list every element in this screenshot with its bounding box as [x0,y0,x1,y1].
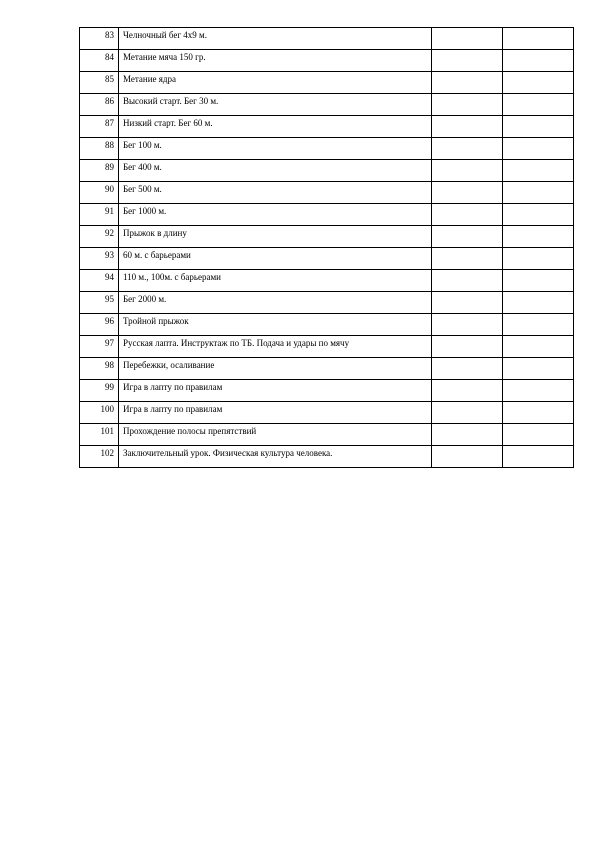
lesson-topic: Заключительный урок. Физическая культура человека. [119,446,432,468]
planned-date-cell [432,380,503,402]
lesson-topic: Прохождение полосы препятствий [119,424,432,446]
actual-date-cell [503,270,574,292]
lesson-number: 86 [80,94,119,116]
actual-date-cell [503,116,574,138]
table-row [80,28,574,50]
lesson-number: 98 [80,358,119,380]
planned-date-cell [432,160,503,182]
lesson-number: 91 [80,204,119,226]
planned-date-cell [432,424,503,446]
lesson-number: 84 [80,50,119,72]
lesson-topic: Бег 2000 м. [119,292,432,314]
actual-date-cell [503,314,574,336]
lesson-number: 99 [80,380,119,402]
lesson-number: 85 [80,72,119,94]
lesson-number: 87 [80,116,119,138]
table-row [80,226,574,248]
lesson-topic: Игра в лапту по правилам [119,402,432,424]
lesson-topic: Русская лапта. Инструктаж по ТБ. Подача и удары по мячу [119,336,432,358]
actual-date-cell [503,358,574,380]
table-row [80,446,574,468]
actual-date-cell [503,160,574,182]
lesson-number: 100 [80,402,119,424]
planned-date-cell [432,358,503,380]
actual-date-cell [503,72,574,94]
planned-date-cell [432,182,503,204]
actual-date-cell [503,182,574,204]
table-row [80,94,574,116]
table-row [80,160,574,182]
table-row [80,358,574,380]
lesson-topic: 60 м. с барьерами [119,248,432,270]
table-row [80,270,574,292]
table-row [80,204,574,226]
lesson-topic: Тройной прыжок [119,314,432,336]
lesson-number: 94 [80,270,119,292]
lesson-number: 96 [80,314,119,336]
lesson-plan-table [79,27,574,468]
table-row [80,50,574,72]
lesson-topic: Метание мяча 150 гр. [119,50,432,72]
table-row [80,292,574,314]
actual-date-cell [503,424,574,446]
planned-date-cell [432,94,503,116]
planned-date-cell [432,270,503,292]
actual-date-cell [503,446,574,468]
table-row [80,182,574,204]
lesson-plan-body [80,28,574,468]
planned-date-cell [432,446,503,468]
lesson-topic: Игра в лапту по правилам [119,380,432,402]
planned-date-cell [432,50,503,72]
lesson-topic: Высокий старт. Бег 30 м. [119,94,432,116]
lesson-topic: Бег 500 м. [119,182,432,204]
lesson-topic: Низкий старт. Бег 60 м. [119,116,432,138]
lesson-topic: Бег 100 м. [119,138,432,160]
table-row [80,248,574,270]
lesson-number: 95 [80,292,119,314]
table-row [80,72,574,94]
actual-date-cell [503,138,574,160]
planned-date-cell [432,226,503,248]
lesson-topic: Метание ядра [119,72,432,94]
actual-date-cell [503,94,574,116]
table-row [80,424,574,446]
lesson-number: 89 [80,160,119,182]
actual-date-cell [503,204,574,226]
lesson-number: 83 [80,28,119,50]
lesson-number: 88 [80,138,119,160]
planned-date-cell [432,204,503,226]
actual-date-cell [503,50,574,72]
planned-date-cell [432,138,503,160]
planned-date-cell [432,336,503,358]
lesson-topic: 110 м., 100м. с барьерами [119,270,432,292]
table-row [80,336,574,358]
lesson-topic: Бег 1000 м. [119,204,432,226]
actual-date-cell [503,336,574,358]
table-row [80,314,574,336]
table-row [80,138,574,160]
actual-date-cell [503,402,574,424]
planned-date-cell [432,72,503,94]
planned-date-cell [432,314,503,336]
lesson-number: 97 [80,336,119,358]
actual-date-cell [503,292,574,314]
lesson-topic: Бег 400 м. [119,160,432,182]
planned-date-cell [432,292,503,314]
planned-date-cell [432,116,503,138]
lesson-number: 93 [80,248,119,270]
planned-date-cell [432,402,503,424]
actual-date-cell [503,226,574,248]
actual-date-cell [503,248,574,270]
planned-date-cell [432,28,503,50]
lesson-topic: Прыжок в длину [119,226,432,248]
lesson-number: 92 [80,226,119,248]
planned-date-cell [432,248,503,270]
lesson-number: 101 [80,424,119,446]
lesson-number: 102 [80,446,119,468]
actual-date-cell [503,380,574,402]
lesson-topic: Челночный бег 4х9 м. [119,28,432,50]
table-row [80,116,574,138]
lesson-topic: Перебежки, осаливание [119,358,432,380]
table-row [80,402,574,424]
table-row [80,380,574,402]
lesson-number: 90 [80,182,119,204]
actual-date-cell [503,28,574,50]
